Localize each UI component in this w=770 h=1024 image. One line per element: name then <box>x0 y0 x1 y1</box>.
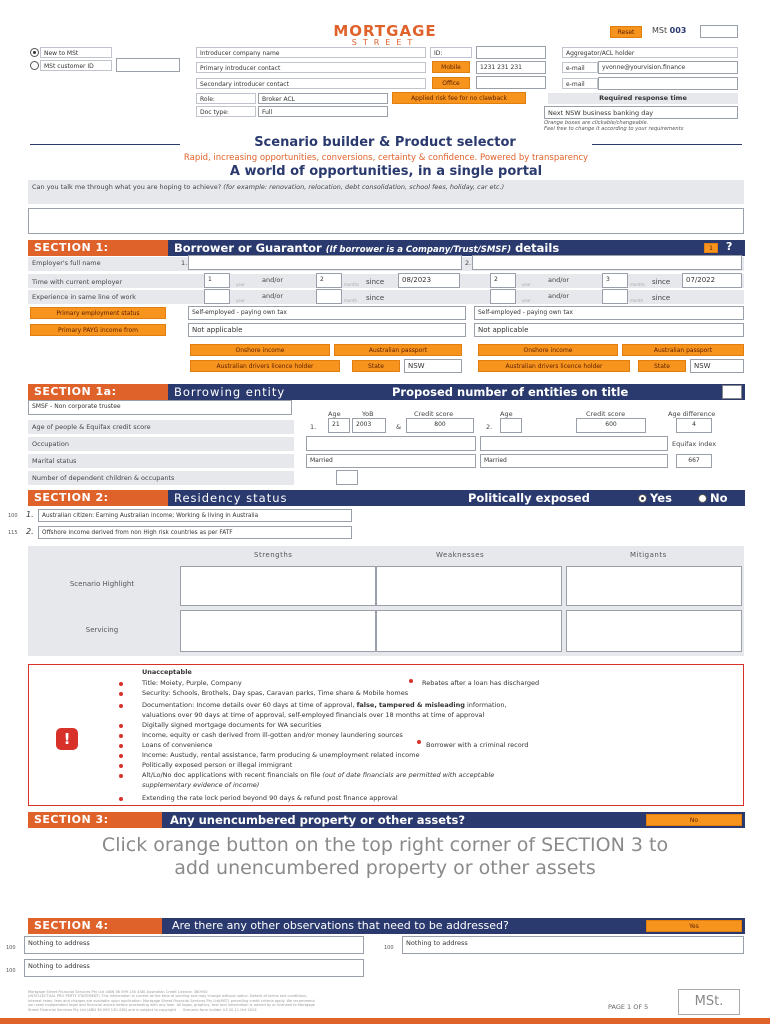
agediff-hdr: Age difference <box>668 410 716 418</box>
p1-amp: & <box>396 423 402 431</box>
b1-onshore-button[interactable]: Onshore income <box>190 344 330 356</box>
obs-2-input[interactable]: Nothing to address <box>402 936 744 954</box>
b2-exp-andor: and/or <box>548 292 570 300</box>
section-3-hint-2: add unencumbered property or other assets <box>174 857 596 879</box>
office-input[interactable] <box>476 76 546 89</box>
equifax-index-label: Equifax index <box>672 440 717 448</box>
experience-label: Experience in same line of work <box>32 293 136 301</box>
p1-yob-input[interactable]: 2003 <box>352 418 386 433</box>
applied-risk-fee-button[interactable]: Applied risk fee for no clawback <box>392 92 526 104</box>
section-4-title: Are there any other observations that need to be addressed? <box>172 919 509 932</box>
row1-weaknesses-input[interactable] <box>376 566 562 606</box>
p1-credit-input[interactable]: 800 <box>406 418 474 433</box>
obs-1-code: 100 <box>6 945 16 951</box>
email-label: e-mail <box>562 62 598 73</box>
mitigants-hdr: Mitigants <box>630 551 667 559</box>
goals-textarea[interactable] <box>28 208 744 234</box>
footer-rule <box>0 1018 770 1024</box>
residency-1-num: 1. <box>26 510 34 519</box>
pep-no-label: No <box>710 491 728 505</box>
footer-legal <box>28 990 558 1012</box>
section-1a-number: SECTION 1a: <box>28 384 168 400</box>
b2-years-input[interactable]: 2 <box>490 273 516 288</box>
entity-select[interactable]: SMSF - Non corporate trustee <box>28 400 292 415</box>
mst-customer-id-label: MSt customer ID <box>40 60 112 71</box>
unacceptable-item-1: Title: Moiety, Purple, Company <box>142 679 242 687</box>
b1-exp-year-unit: year <box>236 298 245 303</box>
b2-month-unit: months <box>630 282 646 287</box>
b1-exp-years-input[interactable] <box>204 289 230 304</box>
p2-age-input[interactable] <box>500 418 522 433</box>
email2-input[interactable] <box>598 77 738 90</box>
yob-hdr: YoB <box>362 410 374 418</box>
pep-no-radio[interactable] <box>698 494 707 503</box>
b2-andor: and/or <box>548 276 570 284</box>
footer-version: Scenario form builder V3 20.11 Oct 2024 <box>182 1007 257 1012</box>
section-3-number: SECTION 3: <box>28 812 162 828</box>
question-example: (for example: renovation, relocation, debt consolidation, school fees, holiday, car etc.) <box>223 183 505 191</box>
b1-state-button[interactable]: State <box>352 360 400 372</box>
secondary-contact-label: Secondary introducer contact <box>196 78 426 89</box>
pep-yes-label: Yes <box>650 491 672 505</box>
section-1-count-button[interactable]: 1 <box>704 243 718 253</box>
p2-marital-select[interactable]: Married <box>480 454 668 468</box>
doc-type-label: Doc type: <box>196 106 256 117</box>
section-1-subtitle: (If borrower is a Company/Trust/SMSF) <box>325 245 512 255</box>
section-4-bar <box>28 918 745 934</box>
unacceptable-item-10: Extending the rate lock period beyond 90 days & refund post finance approval <box>142 794 398 802</box>
b2-year-unit: year <box>522 282 531 287</box>
section-4-answer-button[interactable]: Yes <box>646 920 742 932</box>
b1-since-label: since <box>366 278 385 286</box>
unacceptable-item-9b: supplementary evidence of income) <box>142 781 260 789</box>
question-panel <box>28 180 744 204</box>
b2-state-button[interactable]: State <box>638 360 686 372</box>
time-label: Time with current employer <box>32 278 123 286</box>
weaknesses-hdr: Weaknesses <box>436 551 485 559</box>
footer-line-3: interest rates, fees and charges are available upon application. Mortgage Street Financial Services Pty Ltd(MST) prevailing credit criteria apply. We recommend <box>28 998 315 1003</box>
section-2-number: SECTION 2: <box>28 490 168 506</box>
b2-exp-since-label: since <box>652 294 671 302</box>
new-to-mst-radio[interactable] <box>30 48 39 57</box>
footer-line-2: (INTELLECTUAL PRO PERTY STATEMENT) This information is current at the time of printing and may change without notice. Details of terms and conditions, <box>28 994 308 999</box>
section-1a-bar <box>28 384 745 400</box>
question-prompt: Can you talk me through what you are hoping to achieve? <box>32 183 222 191</box>
bullet-7 <box>119 754 123 758</box>
p2-occupation-input[interactable] <box>480 436 668 451</box>
employer-n1: 1. <box>181 259 188 267</box>
residency-1-code: 100 <box>8 513 18 519</box>
b1-payg-select[interactable]: Not applicable <box>188 323 466 337</box>
bullet-6 <box>119 744 123 748</box>
b1-licence-button[interactable]: Australian drivers licence holder <box>190 360 340 372</box>
b1-year-unit: year <box>236 282 245 287</box>
b2-exp-months-input[interactable] <box>602 289 628 304</box>
bullet-2 <box>119 692 123 696</box>
strengths-hdr: Strengths <box>254 551 293 559</box>
unacceptable-right-2: Borrower with a criminal record <box>426 741 529 749</box>
unacceptable-item-8: Politically exposed person or illegal immigrant <box>142 761 293 769</box>
unacceptable-item-6: Loans of convenience <box>142 741 213 749</box>
age-hdr: Age <box>328 410 341 418</box>
alert-icon: ! <box>56 728 78 750</box>
section-3-hint-1: Click orange button on the top right corner of SECTION 3 to <box>101 834 669 856</box>
mst-number: 003 <box>669 26 687 35</box>
id-input[interactable] <box>476 46 546 59</box>
b1-years-input[interactable]: 1 <box>204 273 230 288</box>
b1-andor: and/or <box>262 276 284 284</box>
p1-age-input[interactable]: 21 <box>328 418 350 433</box>
credit-hdr: Credit score <box>414 410 454 418</box>
bullet-r1 <box>409 679 413 683</box>
world-title: A world of opportunities, in a single portal <box>229 164 543 179</box>
office-button[interactable]: Office <box>432 77 470 89</box>
role-value[interactable]: Broker ACL <box>258 93 388 104</box>
b2-passport-button[interactable]: Australian passport <box>622 344 744 356</box>
swm-row1-label: Scenario Highlight <box>69 580 135 588</box>
footer-line-5: Street Financial Services Pty Ltd (ABN 36 099 130 438) and is subject to copyright Scenario form builder V3 20.11 Oct 2024 <box>28 1007 257 1012</box>
row2-strengths-input[interactable] <box>180 610 376 652</box>
bullet-8 <box>119 764 123 768</box>
b2-licence-button[interactable]: Australian drivers licence holder <box>478 360 630 372</box>
email2-label: e-mail <box>562 78 598 89</box>
b1-exp-months-input[interactable] <box>316 289 342 304</box>
p1-n1: 1. <box>310 423 317 431</box>
employer-1-input[interactable] <box>188 255 462 270</box>
bullet-4 <box>119 724 123 728</box>
b2-state-value[interactable]: NSW <box>690 359 744 373</box>
occupation-label: Occupation <box>32 440 69 448</box>
mobile-input[interactable]: 1231 231 231 <box>476 61 546 74</box>
residency-2-num: 2. <box>26 527 34 536</box>
bullet-3 <box>119 704 123 708</box>
b2-since-input[interactable]: 07/2022 <box>682 273 742 288</box>
logo-top: MORTGAGE <box>333 22 437 40</box>
footer-line-1: Mortgage Street Financial Services Pty Ltd (ABN 36 099 130 438) Australian Credit Licence: 380930 <box>28 990 208 994</box>
scenario-builder-title: Scenario builder & Product selector <box>254 135 516 150</box>
age-equifax-label: Age of people & Equifax credit score <box>32 423 151 431</box>
mst-label: MSt 003 <box>652 26 687 35</box>
unacceptable-bold: false, tampered & misleading <box>356 701 465 709</box>
employer-label: Employer's full name <box>32 259 101 267</box>
obs-3-input[interactable]: Nothing to address <box>24 959 364 977</box>
pep-yes-radio[interactable] <box>638 494 647 503</box>
section-1-details: details <box>515 241 560 255</box>
logo-bottom: STREET <box>351 38 419 47</box>
b1-since-input[interactable]: 08/2023 <box>398 273 460 288</box>
orange-note-1: Orange boxes are clickable/changeable. <box>544 120 649 126</box>
politically-exposed-label: Politically exposed <box>468 491 590 505</box>
b2-status-select[interactable]: Self-employed - paying own tax <box>474 306 744 320</box>
section-2-title: Residency status <box>174 491 288 505</box>
primary-payg-button[interactable]: Primary PAYG income from <box>30 324 166 336</box>
marital-label: Marital status <box>32 457 77 465</box>
p2-credit-input[interactable]: 600 <box>576 418 646 433</box>
residency-1-select[interactable]: Australian citizen: Earning Australian income; Working & living in Australia <box>38 509 352 522</box>
b2-exp-years-input[interactable] <box>490 289 516 304</box>
section-3-title: Any unencumbered property or other assets? <box>170 813 466 827</box>
obs-1-input[interactable]: Nothing to address <box>24 936 364 954</box>
mobile-button[interactable]: Mobile <box>432 61 470 73</box>
unacceptable-item-5: Income, equity or cash derived from ill-gotten and/or money laundering sources <box>142 731 403 739</box>
b1-passport-button[interactable]: Australian passport <box>334 344 462 356</box>
b2-months-input[interactable]: 3 <box>602 273 628 288</box>
b1-month-unit: months <box>344 282 360 287</box>
b2-exp-year-unit: year <box>522 298 531 303</box>
unacceptable-item-3: Documentation: Income details over 60 days at time of approval, false, tampered & misleading information, <box>142 701 507 709</box>
b1-state-value[interactable]: NSW <box>404 359 462 373</box>
b1-status-select[interactable]: Self-employed - paying own tax <box>188 306 466 320</box>
bullet-9 <box>119 774 123 778</box>
b1-months-input[interactable]: 2 <box>316 273 342 288</box>
row1-mitigants-input[interactable] <box>566 566 742 606</box>
age2-hdr: Age <box>500 410 513 418</box>
p1-marital-select[interactable]: Married <box>306 454 476 468</box>
page-indicator: PAGE 1 OF 5 <box>608 1003 649 1011</box>
obs-3-code: 100 <box>6 968 16 974</box>
unacceptable-item-4: Digitally signed mortgage documents for WA securities <box>142 721 322 729</box>
footer-line-4: you seek independent legal and financial advice before proceeding with any loan. All logos, graphics, text and information is owned by or licensed to Mortgage <box>28 1003 315 1008</box>
section-1a-title: Borrowing entity <box>174 385 286 399</box>
bullet-10 <box>119 797 123 801</box>
reset-button[interactable]: Reset <box>610 26 642 38</box>
section-3-answer-button[interactable]: No <box>646 814 742 826</box>
email-input[interactable]: yvonne@yourvision.finance <box>598 61 738 74</box>
mst-customer-id-input[interactable] <box>116 58 180 72</box>
required-response-heading: Required response time <box>548 93 738 104</box>
employer-2-input[interactable] <box>472 255 742 270</box>
section-2-bar <box>28 490 745 506</box>
doc-type-value[interactable]: Full <box>258 106 388 117</box>
credit2-hdr: Credit score <box>586 410 626 418</box>
row1-strengths-input[interactable] <box>180 566 376 606</box>
section-1a-proposed: Proposed number of entities on title <box>392 385 629 399</box>
section-1-number: SECTION 1: <box>28 240 168 256</box>
unacceptable-item-3b: valuations over 90 days at time of approval, self-employed financials over 18 months at time of approval <box>142 711 485 719</box>
entities-count-input[interactable] <box>722 385 742 399</box>
employer-n2: 2. <box>465 259 472 267</box>
unacceptable-heading: Unacceptable <box>142 668 192 676</box>
dependents-input[interactable] <box>336 470 358 485</box>
section-1-title: Borrower or Guarantor (If borrower is a Company/Trust/SMSF) details <box>174 241 560 255</box>
section-3-bar <box>28 812 745 828</box>
b2-onshore-button[interactable]: Onshore income <box>478 344 618 356</box>
equifax-index-value[interactable]: 667 <box>676 454 712 468</box>
unacceptable-item-7: Income: Austudy, rental assistance, farm producing & unemployment related income <box>142 751 420 759</box>
residency-2-code: 115 <box>8 530 18 536</box>
primary-contact-label: Primary introducer contact <box>196 62 426 73</box>
obs-2-code: 100 <box>384 945 394 951</box>
section-4-number: SECTION 4: <box>28 918 162 934</box>
role-label: Role: <box>196 93 256 104</box>
b1-exp-andor: and/or <box>262 292 284 300</box>
section-1-bar <box>28 240 745 256</box>
unacceptable-right-1: Rebates after a loan has discharged <box>422 679 540 687</box>
b2-since-label: since <box>652 278 671 286</box>
response-time-value[interactable]: Next NSW business banking day <box>544 106 738 119</box>
footer-logo: MSt. <box>678 989 740 1015</box>
p1-occupation-input[interactable] <box>306 436 476 451</box>
b1-exp-since-label: since <box>366 294 385 302</box>
id-label: ID: <box>430 47 472 58</box>
b2-payg-select[interactable]: Not applicable <box>474 323 744 337</box>
introducer-company-label: Introducer company name <box>196 47 426 58</box>
b2-exp-month-unit: month <box>630 298 643 303</box>
mst-customer-id-radio[interactable] <box>30 61 39 70</box>
bullet-r2 <box>417 740 421 744</box>
row2-weaknesses-input[interactable] <box>376 610 562 652</box>
unacceptable-item-2: Security: Schools, Brothels, Day spas, Caravan parks, Time share & Mobile homes <box>142 689 409 697</box>
age-diff-input[interactable]: 4 <box>676 418 712 433</box>
swm-row2-label: Servicing <box>85 626 119 634</box>
unacceptable-item-9: Alt/Lo/No doc applications with recent financials on file (out of date financials are permitted with acceptable <box>142 771 495 779</box>
orange-note-2: Feel free to change it according to your requirements <box>544 126 684 132</box>
section-1-help-icon[interactable]: ? <box>726 240 733 253</box>
bullet-5 <box>119 734 123 738</box>
b1-exp-month-unit: month <box>344 298 357 303</box>
p2-n2: 2. <box>486 423 493 431</box>
bullet-1 <box>119 682 123 686</box>
aggregator-label: Aggregator/ACL holder <box>562 47 738 58</box>
unacceptable-italic: (out of date financials are permitted with acceptable <box>322 771 495 779</box>
new-to-mst-label: New to MSt <box>40 47 112 58</box>
dependents-label: Number of dependent children & occupants <box>32 474 175 482</box>
logo <box>312 22 458 47</box>
tagline: Rapid, increasing opportunities, conversions, certainty & confidence. Powered by transparency <box>183 153 589 163</box>
mst-number-field[interactable] <box>700 25 738 38</box>
row2-mitigants-input[interactable] <box>566 610 742 652</box>
primary-status-button[interactable]: Primary employment status <box>30 307 166 319</box>
residency-2-select[interactable]: Offshore income derived from non High risk countries as per FATF <box>38 526 352 539</box>
